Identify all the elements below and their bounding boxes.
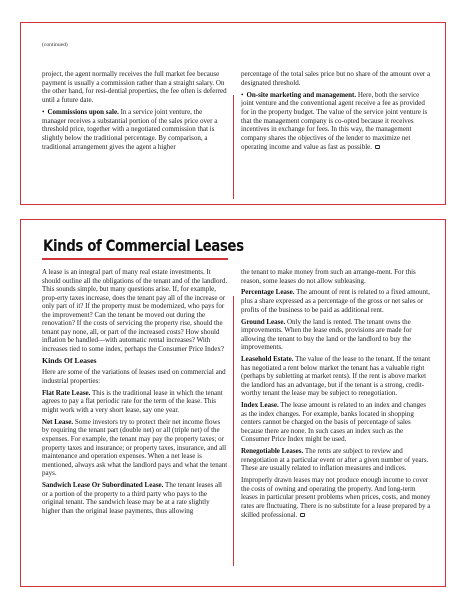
- term: Sandwich Lease Or Subordinated Lease.: [42, 481, 164, 490]
- bullet-icon: •: [42, 108, 45, 117]
- paragraph: A lease is an integral part of many real estate investments. It should outline all the obligations of the tenant and of the landlord. This sounds simple, but many questions arise. If, for example, prop-erty taxes increase, does the tenant pay all of the increase or only part of it? If the property must be modernized, who pays for the improvement? Can the tenant be moved out during the renovation? If the costs of servicing the property rise, should the tenant pay none, all, or part of the increased costs? How should inflation be handled—with automatic rental increases? With increases tied to some index, perhaps the Consumer Price Index?: [42, 268, 228, 353]
- paragraph: project, the agent normally receives the full market fee because payment is usually a commission rather than a straight salary. On the other hand, for resi-dential properties, the fee often is deferred until a future date.: [42, 70, 227, 104]
- paragraph: Improperly drawn leases may not produce enough income to cover the costs of owning and operating the property. And long-term leases in particular present problems when prices, costs, and money rates are fluctuating. There is no substitute for a lease prepared by a skilled professional.: [241, 476, 431, 519]
- term: Percentage Lease.: [241, 288, 295, 297]
- term: Commissions upon sale.: [47, 108, 119, 117]
- lease-type-item: Percentage Lease. The amount of rent is related to a fixed amount, plus a share expressed as a percentage of the gross or net sales or profits of the business to be paid as additional rent.: [241, 288, 430, 314]
- end-mark-icon: [375, 145, 380, 150]
- term: On-site marketing and management.: [246, 90, 357, 99]
- section-title: Kinds of Commercial Leases: [43, 237, 244, 255]
- top-left-column: [42, 70, 228, 155]
- term: Net Lease.: [42, 417, 74, 426]
- term: Leasehold Estate.: [241, 355, 294, 364]
- term: Index Lease.: [241, 401, 279, 410]
- bullet-item: • Commissions upon sale. In a service joint venture, the manager receives a substantial portion of the sales price over a threshold price, together with a negotiated commission that is slightly below the traditional percentage. By comparison, a traditional arrangement gives the agent a higher: [42, 108, 218, 151]
- bullet-item: • On-site marketing and management. Here, both the service joint venture and the conventional agent receive a fee as provided for in the property budget. The value of the service joint venture is that the management company is co-opted because it receives incentives in exchange for fees. In this way, the management company shares the objectives of the lender to maximize net operating income and value as fast as possible.: [241, 90, 428, 151]
- paragraph: Here are some of the variations of leases used on commercial and industrial properties:: [42, 368, 226, 385]
- lease-type-item: Flat Rate Lease. This is the traditional lease in which the tenant agrees to pay a flat periodic rate for the term of the lease. This might work with a very short lease, say one year.: [42, 388, 223, 414]
- lease-type-item: Leasehold Estate. The value of the lease to the tenant. If the tenant has negotiated a rent below market the tenant has a valuable right (perhaps by subletting at market rents). If the rent is above market the landlord has an advantage, but if the tenant is a strong, credit-worthy tenant the lease may be subject to renegotiation.: [241, 355, 431, 398]
- column-divider: [233, 95, 234, 199]
- lease-type-item: Sandwich Lease Or Subordinated Lease. The tenant leases all or a portion of the property to a third party who pays to the original tenant. The sandwich lease may be at a rate slightly higher than the original lease payments, thus allowing: [42, 481, 222, 515]
- paragraph: the tenant to make money from such an arrange-ment. For this reason, some leases do not allow subleasing.: [241, 268, 416, 285]
- lease-type-item: Ground Lease. Only the land is rented. The tenant owns the improvements. When the lease ends, provisions are made for allowing the tenant to buy the land or the landlord to buy the improvements.: [241, 317, 412, 352]
- term: Renegotiable Leases.: [241, 447, 304, 456]
- bottom-right-column: [241, 268, 432, 523]
- term: Flat Rate Lease.: [42, 388, 91, 397]
- paragraph: percentage of the total sales price but no share of the amount over a designated threshold.: [241, 70, 431, 87]
- bullet-icon: •: [241, 90, 244, 99]
- end-mark-icon: [300, 513, 305, 518]
- bottom-left-column: [42, 268, 228, 519]
- lease-type-item: Net Lease. Some investors try to protect their net income flows by requiring the tenant part (double net) or all (triple net) of the expenses. For example, the tenant may pay the property taxes; or property taxes and insurance; or property taxes, insurance, and all maintenance and operation expenses. When a net lease is mentioned, always ask what the landlord pays and what the tenant pays.: [42, 417, 228, 478]
- continued-label: (continued): [42, 42, 68, 48]
- column-divider: [233, 296, 234, 566]
- term: Ground Lease.: [241, 317, 286, 326]
- subheading: Kinds Of Leases: [42, 355, 97, 365]
- lease-type-item: Index Lease. The lease amount is related to an index and changes as the index changes. For example, banks located in shopping centers cannot be charged on the basis of percentage of sales because there are none. In such cases an index such as the Consumer Price Index might be used.: [241, 401, 426, 444]
- title-underline: [42, 258, 228, 260]
- top-right-column: [241, 70, 432, 155]
- lease-type-item: Renegotiable Leases. The rents are subject to review and renegotiation at a particular event or after a given number of years. These are usually related to inflation measures and indices.: [241, 447, 429, 473]
